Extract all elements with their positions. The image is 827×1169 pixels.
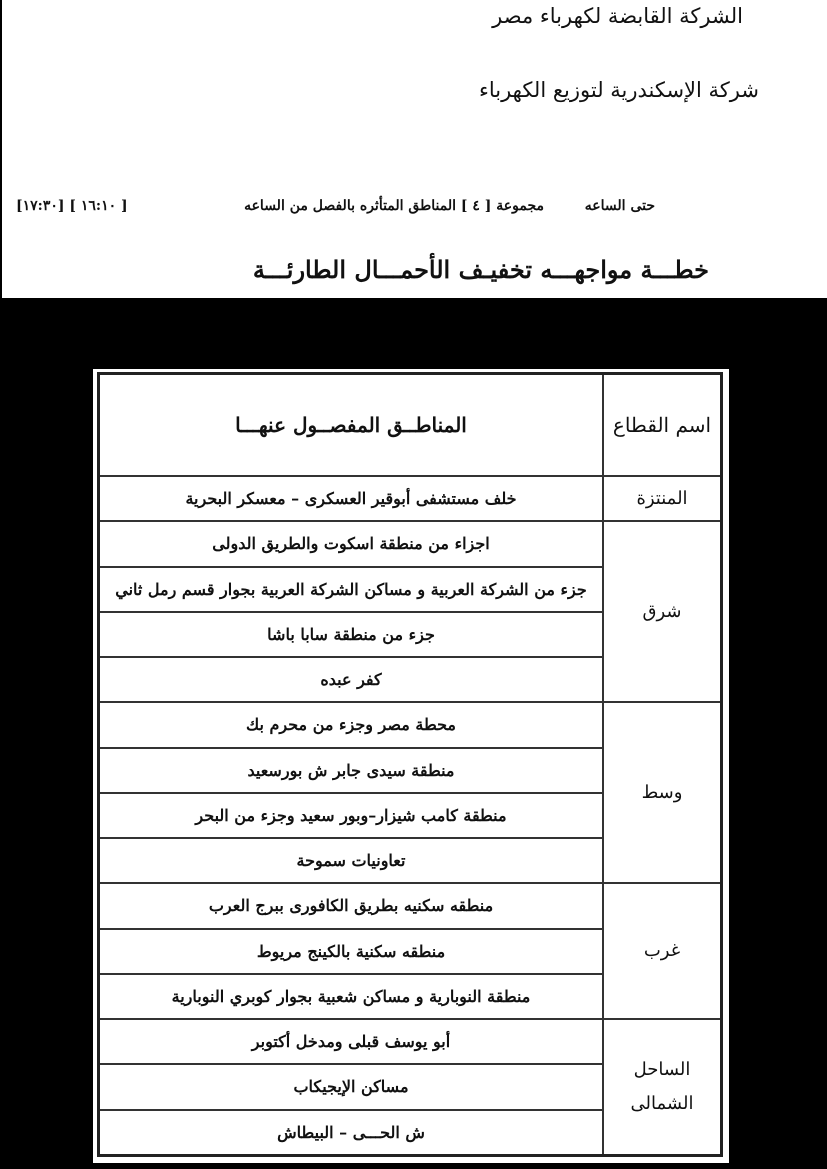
table-header-row: [99, 374, 722, 477]
sector-name: شرق: [603, 521, 722, 702]
area-name: محطة مصر وجزء من محرم بك: [99, 702, 604, 747]
sector-name: الساحل الشمالى: [603, 1019, 722, 1156]
area-name: ش الحـــى – البيطاش: [99, 1110, 604, 1156]
areas-table-panel: [93, 369, 729, 1163]
table-row: [99, 702, 722, 747]
holding-company-name: الشركة القابضة لكهرباء مصر: [492, 4, 743, 28]
area-name: منطقة سيدى جابر ش بورسعيد: [99, 748, 604, 793]
area-name: جزء من منطقة سابا باشا: [99, 612, 604, 657]
time-range: [١٧:٣٠] [ ١٦:١٠ ]: [16, 198, 128, 214]
area-name: اجزاء من منطقة اسكوت والطريق الدولى: [99, 521, 604, 566]
sector-column-header: اسم القطاع: [603, 374, 722, 477]
distribution-company-name: شركة الإسكندرية لتوزيع الكهرباء: [478, 78, 759, 102]
sector-name: وسط: [603, 702, 722, 883]
table-row: [99, 476, 722, 521]
areas-column-header: المناطــق المفصــول عنهـــا: [99, 374, 604, 477]
area-name: خلف مستشفى أبوقير العسكرى – معسكر البحرية: [99, 476, 604, 521]
area-name: كفر عبده: [99, 657, 604, 702]
table-row: [99, 883, 722, 928]
sector-name: غرب: [603, 883, 722, 1019]
letterhead: [2, 0, 827, 298]
area-name: جزء من الشركة العربية و مساكن الشركة العربية بجوار قسم رمل ثاني: [99, 567, 604, 612]
area-name: تعاونيات سموحة: [99, 838, 604, 883]
area-name: منطقه سكنيه بطريق الكافورى ببرج العرب: [99, 883, 604, 928]
area-name: منطقة كامب شيزار–وبور سعيد وجزء من البحر: [99, 793, 604, 838]
table-body: [99, 476, 722, 1156]
area-name: أبو يوسف قبلى ومدخل أكتوبر: [99, 1019, 604, 1064]
sector-name: المنتزة: [603, 476, 722, 521]
area-name: مساكن الإيجيكاب: [99, 1064, 604, 1109]
group-description: مجموعة [ ٤ ] المناطق المتأثره بالفصل من الساعه: [244, 198, 544, 214]
areas-table: [97, 372, 723, 1157]
table-row: [99, 521, 722, 566]
table-row: [99, 1019, 722, 1064]
time-until-label: حتى الساعه: [584, 198, 655, 214]
area-name: منطقة النوبارية و مساكن شعبية بجوار كوبري النوبارية: [99, 974, 604, 1019]
plan-title: خطـــة مواجهـــه تخفيـف الأحمـــال الطارئـــة: [252, 255, 709, 284]
area-name: منطقه سكنية بالكينج مريوط: [99, 929, 604, 974]
